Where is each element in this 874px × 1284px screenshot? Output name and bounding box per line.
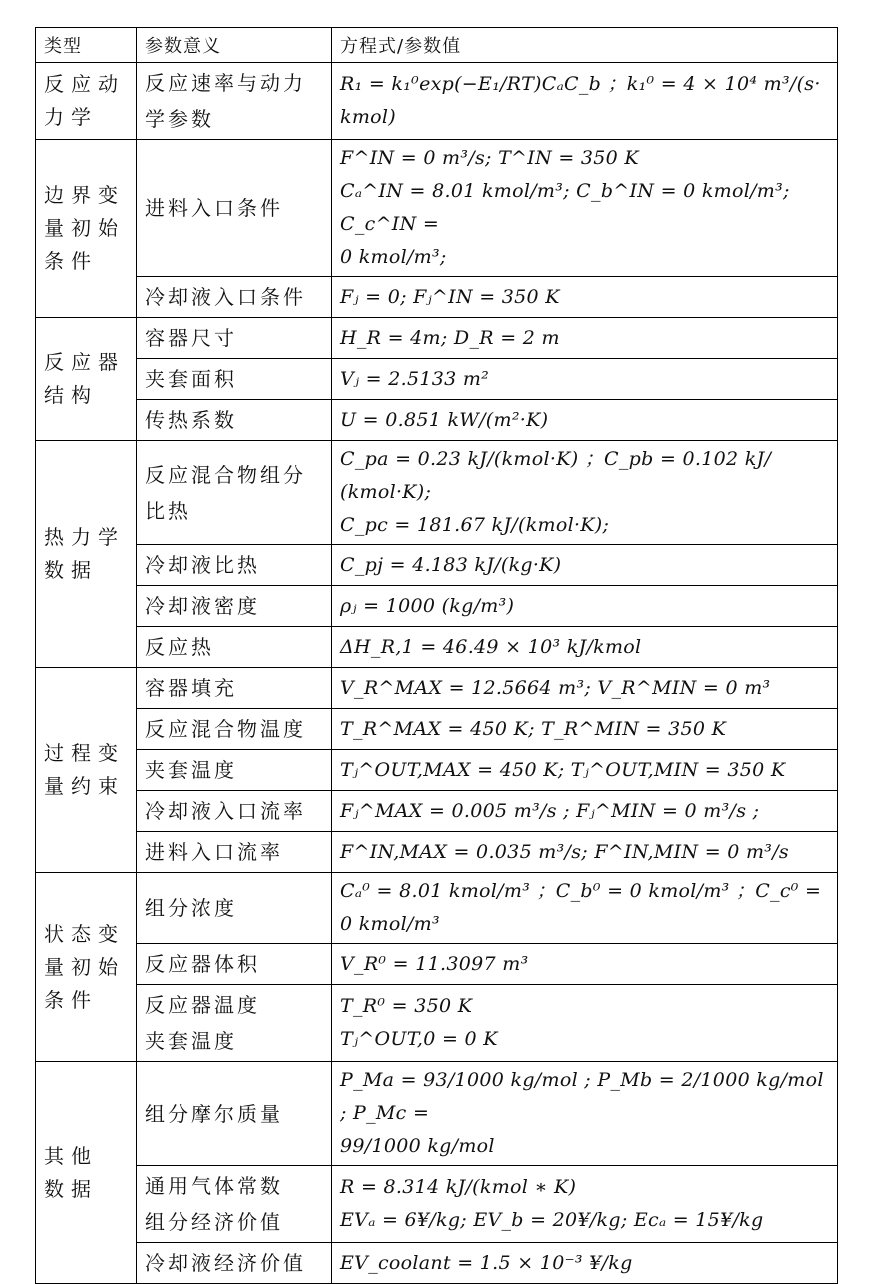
param-label: 传热系数 (137, 400, 332, 441)
table-row (36, 441, 838, 545)
param-label: 冷却液入口流率 (137, 791, 332, 832)
category-other-data: 其他 数据 (36, 1062, 137, 1284)
table-row (36, 985, 838, 1062)
table-row (36, 277, 838, 318)
param-value: ρⱼ = 1000 (kg/m³) (332, 586, 838, 627)
table-row (36, 709, 838, 750)
header-row (36, 28, 838, 63)
param-value: EV_coolant = 1.5 × 10⁻³ ¥/kg (332, 1243, 838, 1284)
table-row (36, 586, 838, 627)
table-row (36, 791, 838, 832)
param-label: 容器填充 (137, 668, 332, 709)
param-value: F^IN = 0 m³/s; T^IN = 350 K Cₐ^IN = 8.01 kmol/m³; C_b^IN = 0 kmol/m³; C_c^IN = 0 kmol/m³; (332, 140, 838, 277)
param-label: 冷却液密度 (137, 586, 332, 627)
table-row (36, 1062, 838, 1166)
param-value: T_R^MAX = 450 K; T_R^MIN = 350 K (332, 709, 838, 750)
param-value: P_Ma = 93/1000 kg/mol ; P_Mb = 2/1000 kg/mol ; P_Mc = 99/1000 kg/mol (332, 1062, 838, 1166)
category-kinetics: 反应动 力学 (36, 63, 137, 140)
param-label: 反应速率与动力 学参数 (137, 63, 332, 140)
param-label: 组分浓度 (137, 873, 332, 944)
table-row (36, 750, 838, 791)
table-row (36, 1243, 838, 1284)
param-value: C_pj = 4.183 kJ/(kg·K) (332, 545, 838, 586)
param-value: H_R = 4m; D_R = 2 m (332, 318, 838, 359)
param-label: 冷却液经济价值 (137, 1243, 332, 1284)
param-label: 夹套面积 (137, 359, 332, 400)
param-value: V_R⁰ = 11.3097 m³ (332, 944, 838, 985)
category-thermo-data: 热力学 数据 (36, 441, 137, 668)
param-value: Fⱼ^MAX = 0.005 m³/s ; Fⱼ^MIN = 0 m³/s ; (332, 791, 838, 832)
param-label: 容器尺寸 (137, 318, 332, 359)
param-label: 反应混合物温度 (137, 709, 332, 750)
table-row (36, 140, 838, 277)
param-label: 进料入口流率 (137, 832, 332, 873)
param-label: 反应器体积 (137, 944, 332, 985)
table-row (36, 873, 838, 944)
param-label: 反应热 (137, 627, 332, 668)
param-value: C_pa = 0.23 kJ/(kmol·K) ；C_pb = 0.102 kJ/ (kmol·K); C_pc = 181.67 kJ/(kmol·K); (332, 441, 838, 545)
param-label: 冷却液入口条件 (137, 277, 332, 318)
category-boundary-initial: 边界变 量初始 条件 (36, 140, 137, 318)
param-value: T_R⁰ = 350 K Tⱼ^OUT,0 = 0 K (332, 985, 838, 1062)
param-value: Cₐ⁰ = 8.01 kmol/m³ ；C_b⁰ = 0 kmol/m³ ；C_c⁰ = 0 kmol/m³ (332, 873, 838, 944)
param-value: ΔH_R,1 = 46.49 × 10³ kJ/kmol (332, 627, 838, 668)
parameter-table (35, 27, 838, 1284)
header-type: 类型 (36, 28, 137, 63)
table-row (36, 627, 838, 668)
table-row (36, 832, 838, 873)
table-row (36, 63, 838, 140)
table-row (36, 318, 838, 359)
header-meaning: 参数意义 (137, 28, 332, 63)
table-row (36, 545, 838, 586)
param-value: R₁ = k₁⁰exp(−E₁/RT)CₐC_b ；k₁⁰ = 4 × 10⁴ m³/(s· kmol) (332, 63, 838, 140)
param-value: V_R^MAX = 12.5664 m³; V_R^MIN = 0 m³ (332, 668, 838, 709)
header-value: 方程式/参数值 (332, 28, 838, 63)
category-state-initial: 状态变 量初始 条件 (36, 873, 137, 1062)
param-label: 组分摩尔质量 (137, 1062, 332, 1166)
category-process-constraints: 过程变 量约束 (36, 668, 137, 873)
param-value: Fⱼ = 0; Fⱼ^IN = 350 K (332, 277, 838, 318)
param-label: 夹套温度 (137, 750, 332, 791)
table-row (36, 400, 838, 441)
table-row (36, 944, 838, 985)
param-label: 反应混合物组分 比热 (137, 441, 332, 545)
param-label: 进料入口条件 (137, 140, 332, 277)
param-label: 冷却液比热 (137, 545, 332, 586)
table-row (36, 668, 838, 709)
param-value: U = 0.851 kW/(m²·K) (332, 400, 838, 441)
table-row (36, 1166, 838, 1243)
param-label: 反应器温度 夹套温度 (137, 985, 332, 1062)
param-value: Tⱼ^OUT,MAX = 450 K; Tⱼ^OUT,MIN = 350 K (332, 750, 838, 791)
table-row (36, 359, 838, 400)
param-value: Vⱼ = 2.5133 m² (332, 359, 838, 400)
param-value: F^IN,MAX = 0.035 m³/s; F^IN,MIN = 0 m³/s (332, 832, 838, 873)
category-reactor-structure: 反应器 结构 (36, 318, 137, 441)
param-label: 通用气体常数 组分经济价值 (137, 1166, 332, 1243)
param-value: R = 8.314 kJ/(kmol ∗ K) EVₐ = 6¥/kg; EV_b = 20¥/kg; Ecₐ = 15¥/kg (332, 1166, 838, 1243)
